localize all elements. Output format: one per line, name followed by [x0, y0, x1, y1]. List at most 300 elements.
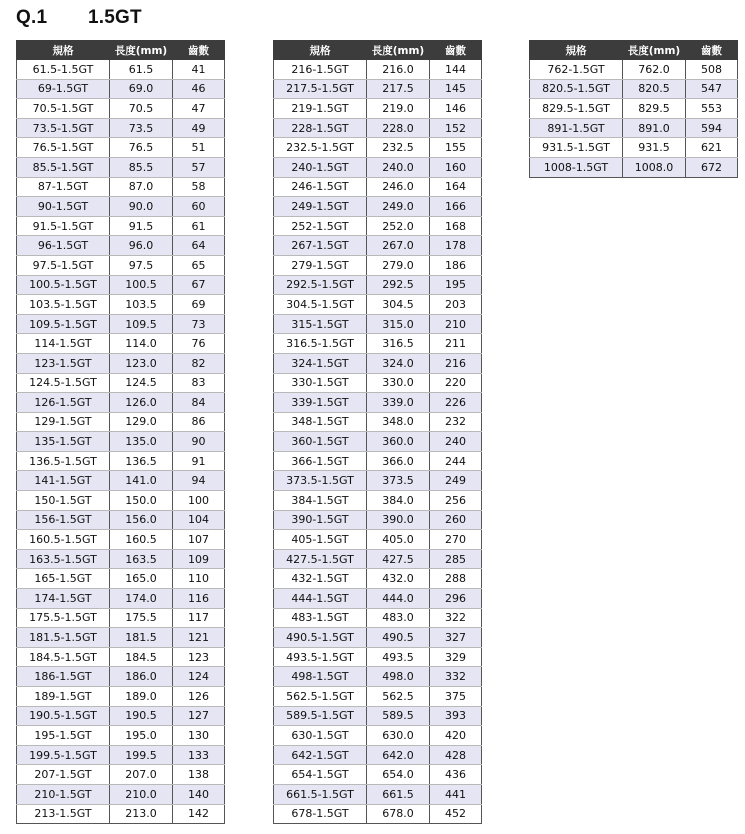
length-cell: 85.5	[110, 157, 173, 177]
teeth-cell: 210	[430, 314, 482, 334]
length-cell: 195.0	[110, 726, 173, 746]
length-cell: 360.0	[367, 432, 430, 452]
spec-cell: 175.5-1.5GT	[17, 608, 110, 628]
length-cell: 103.5	[110, 295, 173, 315]
teeth-cell: 58	[173, 177, 225, 197]
spec-cell: 210-1.5GT	[17, 784, 110, 804]
spec-cell: 156-1.5GT	[17, 510, 110, 530]
teeth-cell: 166	[430, 197, 482, 217]
teeth-cell: 107	[173, 530, 225, 550]
teeth-cell: 76	[173, 334, 225, 354]
length-cell: 96.0	[110, 236, 173, 256]
col-header-spec: 規格	[17, 41, 110, 60]
length-cell: 304.5	[367, 295, 430, 315]
teeth-cell: 329	[430, 647, 482, 667]
table-row	[274, 765, 482, 785]
length-cell: 97.5	[110, 255, 173, 275]
spec-cell: 217.5-1.5GT	[274, 79, 367, 99]
length-cell: 217.5	[367, 79, 430, 99]
length-cell: 366.0	[367, 451, 430, 471]
table-row	[17, 314, 225, 334]
teeth-cell: 260	[430, 510, 482, 530]
length-cell: 678.0	[367, 804, 430, 824]
table-row	[274, 569, 482, 589]
teeth-cell: 332	[430, 667, 482, 687]
table-row	[17, 765, 225, 785]
spec-cell: 129-1.5GT	[17, 412, 110, 432]
length-cell: 246.0	[367, 177, 430, 197]
spec-cell: 820.5-1.5GT	[530, 79, 623, 99]
table-row	[530, 79, 738, 99]
table-row	[17, 784, 225, 804]
teeth-cell: 393	[430, 706, 482, 726]
teeth-cell: 121	[173, 628, 225, 648]
teeth-cell: 57	[173, 157, 225, 177]
table-row	[530, 118, 738, 138]
teeth-cell: 322	[430, 608, 482, 628]
teeth-cell: 621	[686, 138, 738, 158]
length-cell: 316.5	[367, 334, 430, 354]
teeth-cell: 49	[173, 118, 225, 138]
spec-cell: 100.5-1.5GT	[17, 275, 110, 295]
teeth-cell: 508	[686, 60, 738, 80]
length-cell: 175.5	[110, 608, 173, 628]
table-row	[274, 118, 482, 138]
length-cell: 267.0	[367, 236, 430, 256]
length-cell: 141.0	[110, 471, 173, 491]
section-number: Q.1	[16, 7, 48, 28]
spec-cell: 73.5-1.5GT	[17, 118, 110, 138]
teeth-cell: 82	[173, 353, 225, 373]
spec-cell: 114-1.5GT	[17, 334, 110, 354]
spec-cell: 562.5-1.5GT	[274, 687, 367, 707]
length-cell: 76.5	[110, 138, 173, 158]
table-row	[17, 236, 225, 256]
table-row	[17, 275, 225, 295]
teeth-cell: 60	[173, 197, 225, 217]
length-cell: 156.0	[110, 510, 173, 530]
table-row	[274, 628, 482, 648]
length-cell: 390.0	[367, 510, 430, 530]
teeth-cell: 142	[173, 804, 225, 824]
teeth-cell: 249	[430, 471, 482, 491]
table-row	[17, 177, 225, 197]
spec-cell: 432-1.5GT	[274, 569, 367, 589]
spec-cell: 189-1.5GT	[17, 687, 110, 707]
length-cell: 228.0	[367, 118, 430, 138]
col-header-teeth: 齒數	[430, 41, 482, 60]
teeth-cell: 375	[430, 687, 482, 707]
length-cell: 330.0	[367, 373, 430, 393]
length-cell: 136.5	[110, 451, 173, 471]
table-row	[274, 510, 482, 530]
teeth-cell: 61	[173, 216, 225, 236]
spec-cell: 339-1.5GT	[274, 393, 367, 413]
table-row	[17, 99, 225, 119]
teeth-cell: 441	[430, 784, 482, 804]
spec-cell: 483-1.5GT	[274, 608, 367, 628]
length-cell: 190.5	[110, 706, 173, 726]
table-row	[17, 216, 225, 236]
spec-cell: 174-1.5GT	[17, 589, 110, 609]
teeth-cell: 124	[173, 667, 225, 687]
length-cell: 129.0	[110, 412, 173, 432]
table-row	[17, 589, 225, 609]
spec-cell: 304.5-1.5GT	[274, 295, 367, 315]
spec-table-2	[273, 40, 482, 824]
table-row	[17, 687, 225, 707]
table-row	[17, 157, 225, 177]
length-cell: 279.0	[367, 255, 430, 275]
spec-cell: 216-1.5GT	[274, 60, 367, 80]
teeth-cell: 94	[173, 471, 225, 491]
col-header-length: 長度(mm)	[367, 41, 430, 60]
col-header-length: 長度(mm)	[110, 41, 173, 60]
table-row	[274, 60, 482, 80]
table-row	[530, 99, 738, 119]
length-cell: 216.0	[367, 60, 430, 80]
length-cell: 61.5	[110, 60, 173, 80]
spec-cell: 330-1.5GT	[274, 373, 367, 393]
table-row	[17, 628, 225, 648]
table-row	[17, 138, 225, 158]
length-cell: 123.0	[110, 353, 173, 373]
teeth-cell: 452	[430, 804, 482, 824]
spec-cell: 246-1.5GT	[274, 177, 367, 197]
table-row	[274, 197, 482, 217]
spec-cell: 252-1.5GT	[274, 216, 367, 236]
length-cell: 91.5	[110, 216, 173, 236]
table-row	[530, 138, 738, 158]
belt-type: 1.5GT	[88, 7, 142, 28]
spec-cell: 324-1.5GT	[274, 353, 367, 373]
length-cell: 820.5	[623, 79, 686, 99]
length-cell: 891.0	[623, 118, 686, 138]
table-row	[17, 549, 225, 569]
table-row	[274, 589, 482, 609]
teeth-cell: 100	[173, 491, 225, 511]
table-row	[274, 706, 482, 726]
table-row	[274, 530, 482, 550]
length-cell: 490.5	[367, 628, 430, 648]
teeth-cell: 152	[430, 118, 482, 138]
length-cell: 630.0	[367, 726, 430, 746]
spec-cell: 181.5-1.5GT	[17, 628, 110, 648]
table-row	[274, 314, 482, 334]
spec-cell: 123-1.5GT	[17, 353, 110, 373]
spec-cell: 96-1.5GT	[17, 236, 110, 256]
length-cell: 384.0	[367, 491, 430, 511]
table-row	[530, 157, 738, 177]
teeth-cell: 47	[173, 99, 225, 119]
spec-cell: 315-1.5GT	[274, 314, 367, 334]
col-header-teeth: 齒數	[173, 41, 225, 60]
teeth-cell: 123	[173, 647, 225, 667]
spec-cell: 678-1.5GT	[274, 804, 367, 824]
length-cell: 252.0	[367, 216, 430, 236]
teeth-cell: 672	[686, 157, 738, 177]
table-row	[17, 510, 225, 530]
spec-cell: 207-1.5GT	[17, 765, 110, 785]
teeth-cell: 220	[430, 373, 482, 393]
teeth-cell: 203	[430, 295, 482, 315]
length-cell: 135.0	[110, 432, 173, 452]
table-row	[274, 784, 482, 804]
table-row	[17, 334, 225, 354]
spec-cell: 70.5-1.5GT	[17, 99, 110, 119]
length-cell: 432.0	[367, 569, 430, 589]
length-cell: 562.5	[367, 687, 430, 707]
table-row	[274, 432, 482, 452]
teeth-cell: 553	[686, 99, 738, 119]
spec-cell: 186-1.5GT	[17, 667, 110, 687]
teeth-cell: 160	[430, 157, 482, 177]
spec-table-3	[529, 40, 738, 178]
spec-cell: 931.5-1.5GT	[530, 138, 623, 158]
table-header-row	[530, 41, 738, 60]
spec-cell: 184.5-1.5GT	[17, 647, 110, 667]
table-row	[274, 255, 482, 275]
teeth-cell: 155	[430, 138, 482, 158]
table-row	[17, 432, 225, 452]
teeth-cell: 178	[430, 236, 482, 256]
length-cell: 163.5	[110, 549, 173, 569]
spec-cell: 232.5-1.5GT	[274, 138, 367, 158]
length-cell: 339.0	[367, 393, 430, 413]
length-cell: 213.0	[110, 804, 173, 824]
teeth-cell: 226	[430, 393, 482, 413]
teeth-cell: 296	[430, 589, 482, 609]
spec-cell: 240-1.5GT	[274, 157, 367, 177]
length-cell: 160.5	[110, 530, 173, 550]
length-cell: 87.0	[110, 177, 173, 197]
teeth-cell: 91	[173, 451, 225, 471]
spec-cell: 76.5-1.5GT	[17, 138, 110, 158]
teeth-cell: 436	[430, 765, 482, 785]
spec-cell: 360-1.5GT	[274, 432, 367, 452]
teeth-cell: 73	[173, 314, 225, 334]
table-row	[17, 667, 225, 687]
spec-cell: 630-1.5GT	[274, 726, 367, 746]
spec-cell: 405-1.5GT	[274, 530, 367, 550]
spec-cell: 490.5-1.5GT	[274, 628, 367, 648]
teeth-cell: 65	[173, 255, 225, 275]
length-cell: 100.5	[110, 275, 173, 295]
length-cell: 240.0	[367, 157, 430, 177]
teeth-cell: 110	[173, 569, 225, 589]
spec-cell: 654-1.5GT	[274, 765, 367, 785]
teeth-cell: 288	[430, 569, 482, 589]
spec-cell: 136.5-1.5GT	[17, 451, 110, 471]
length-cell: 207.0	[110, 765, 173, 785]
table-row	[17, 412, 225, 432]
spec-cell: 829.5-1.5GT	[530, 99, 623, 119]
table-row	[17, 726, 225, 746]
spec-cell: 61.5-1.5GT	[17, 60, 110, 80]
spec-cell: 87-1.5GT	[17, 177, 110, 197]
table-row	[274, 79, 482, 99]
spec-cell: 493.5-1.5GT	[274, 647, 367, 667]
table-row	[274, 157, 482, 177]
teeth-cell: 126	[173, 687, 225, 707]
table-row	[17, 295, 225, 315]
spec-cell: 589.5-1.5GT	[274, 706, 367, 726]
spec-cell: 90-1.5GT	[17, 197, 110, 217]
table-row	[274, 216, 482, 236]
teeth-cell: 195	[430, 275, 482, 295]
teeth-cell: 83	[173, 373, 225, 393]
spec-cell: 91.5-1.5GT	[17, 216, 110, 236]
table-row	[274, 687, 482, 707]
spec-cell: 69-1.5GT	[17, 79, 110, 99]
length-cell: 114.0	[110, 334, 173, 354]
table-row	[17, 451, 225, 471]
teeth-cell: 140	[173, 784, 225, 804]
length-cell: 654.0	[367, 765, 430, 785]
length-cell: 186.0	[110, 667, 173, 687]
table-row	[274, 726, 482, 746]
table-row	[274, 373, 482, 393]
length-cell: 661.5	[367, 784, 430, 804]
teeth-cell: 90	[173, 432, 225, 452]
spec-cell: 219-1.5GT	[274, 99, 367, 119]
length-cell: 1008.0	[623, 157, 686, 177]
length-cell: 315.0	[367, 314, 430, 334]
teeth-cell: 69	[173, 295, 225, 315]
table-row	[274, 608, 482, 628]
spec-cell: 366-1.5GT	[274, 451, 367, 471]
length-cell: 189.0	[110, 687, 173, 707]
length-cell: 165.0	[110, 569, 173, 589]
teeth-cell: 547	[686, 79, 738, 99]
table-row	[274, 745, 482, 765]
table-row	[274, 138, 482, 158]
table-row	[17, 471, 225, 491]
length-cell: 829.5	[623, 99, 686, 119]
table-row	[274, 491, 482, 511]
length-cell: 199.5	[110, 745, 173, 765]
teeth-cell: 146	[430, 99, 482, 119]
spec-cell: 213-1.5GT	[17, 804, 110, 824]
length-cell: 324.0	[367, 353, 430, 373]
table-row	[274, 353, 482, 373]
spec-cell: 124.5-1.5GT	[17, 373, 110, 393]
table-row	[17, 569, 225, 589]
length-cell: 210.0	[110, 784, 173, 804]
table-row	[17, 608, 225, 628]
table-row	[274, 334, 482, 354]
length-cell: 249.0	[367, 197, 430, 217]
length-cell: 427.5	[367, 549, 430, 569]
table-row	[274, 393, 482, 413]
spec-cell: 199.5-1.5GT	[17, 745, 110, 765]
teeth-cell: 138	[173, 765, 225, 785]
spec-cell: 279-1.5GT	[274, 255, 367, 275]
table-row	[17, 79, 225, 99]
page-title	[16, 7, 142, 29]
teeth-cell: 130	[173, 726, 225, 746]
length-cell: 405.0	[367, 530, 430, 550]
teeth-cell: 211	[430, 334, 482, 354]
table-row	[274, 295, 482, 315]
length-cell: 493.5	[367, 647, 430, 667]
teeth-cell: 67	[173, 275, 225, 295]
teeth-cell: 127	[173, 706, 225, 726]
spec-cell: 126-1.5GT	[17, 393, 110, 413]
table-row	[274, 412, 482, 432]
teeth-cell: 186	[430, 255, 482, 275]
spec-cell: 141-1.5GT	[17, 471, 110, 491]
spec-cell: 427.5-1.5GT	[274, 549, 367, 569]
length-cell: 184.5	[110, 647, 173, 667]
table-row	[17, 393, 225, 413]
spec-cell: 292.5-1.5GT	[274, 275, 367, 295]
spec-cell: 103.5-1.5GT	[17, 295, 110, 315]
teeth-cell: 244	[430, 451, 482, 471]
teeth-cell: 41	[173, 60, 225, 80]
spec-cell: 498-1.5GT	[274, 667, 367, 687]
spec-cell: 160.5-1.5GT	[17, 530, 110, 550]
teeth-cell: 46	[173, 79, 225, 99]
table-header-row	[274, 41, 482, 60]
table-row	[17, 530, 225, 550]
spec-cell: 373.5-1.5GT	[274, 471, 367, 491]
table-row	[17, 706, 225, 726]
table-row	[530, 60, 738, 80]
table-row	[274, 804, 482, 824]
length-cell: 73.5	[110, 118, 173, 138]
table-row	[17, 491, 225, 511]
table-row	[274, 451, 482, 471]
table-row	[17, 647, 225, 667]
teeth-cell: 116	[173, 589, 225, 609]
col-header-spec: 規格	[274, 41, 367, 60]
table-row	[17, 353, 225, 373]
table-row	[17, 197, 225, 217]
length-cell: 373.5	[367, 471, 430, 491]
length-cell: 642.0	[367, 745, 430, 765]
spec-cell: 348-1.5GT	[274, 412, 367, 432]
col-header-teeth: 齒數	[686, 41, 738, 60]
length-cell: 90.0	[110, 197, 173, 217]
length-cell: 498.0	[367, 667, 430, 687]
table-row	[274, 177, 482, 197]
length-cell: 762.0	[623, 60, 686, 80]
length-cell: 348.0	[367, 412, 430, 432]
spec-cell: 165-1.5GT	[17, 569, 110, 589]
teeth-cell: 168	[430, 216, 482, 236]
teeth-cell: 327	[430, 628, 482, 648]
spec-cell: 190.5-1.5GT	[17, 706, 110, 726]
table-row	[17, 804, 225, 824]
table-row	[17, 118, 225, 138]
spec-cell: 249-1.5GT	[274, 197, 367, 217]
teeth-cell: 164	[430, 177, 482, 197]
teeth-cell: 86	[173, 412, 225, 432]
table-row	[274, 236, 482, 256]
spec-cell: 109.5-1.5GT	[17, 314, 110, 334]
table-row	[274, 99, 482, 119]
length-cell: 174.0	[110, 589, 173, 609]
teeth-cell: 285	[430, 549, 482, 569]
spec-cell: 163.5-1.5GT	[17, 549, 110, 569]
table-row	[17, 255, 225, 275]
spec-cell: 661.5-1.5GT	[274, 784, 367, 804]
spec-cell: 642-1.5GT	[274, 745, 367, 765]
teeth-cell: 428	[430, 745, 482, 765]
length-cell: 150.0	[110, 491, 173, 511]
spec-cell: 97.5-1.5GT	[17, 255, 110, 275]
